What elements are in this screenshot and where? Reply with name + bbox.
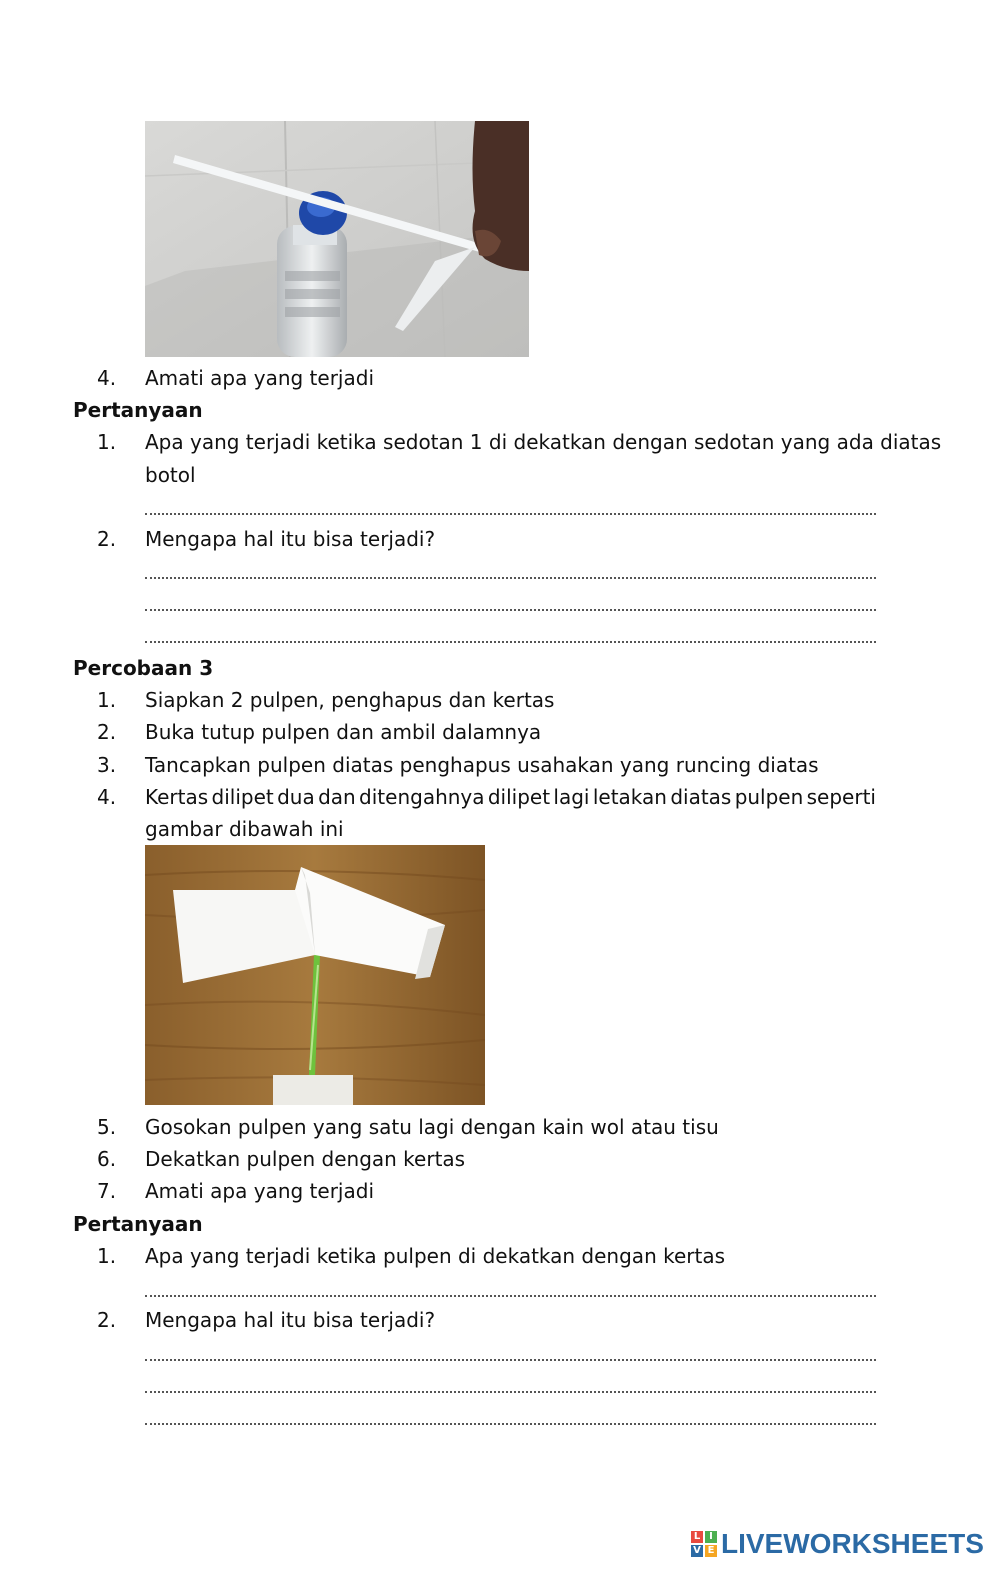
step-text-continued: gambar dibawah ini <box>145 817 344 841</box>
step-text: Amati apa yang terjadi <box>145 1179 374 1203</box>
logo-tiles-icon <box>691 1531 717 1557</box>
step-word: lagi <box>553 785 590 809</box>
step-word: letakan <box>592 785 667 809</box>
question-number: 1. <box>97 1244 117 1268</box>
question-text: Apa yang terjadi ketika pulpen di dekatkan dengan kertas <box>145 1244 726 1268</box>
logo-tile: L <box>691 1531 703 1543</box>
bottle-straw-photo <box>145 121 529 357</box>
answer-line[interactable] <box>145 639 876 643</box>
answer-line[interactable] <box>145 1421 876 1425</box>
section-heading: Pertanyaan <box>73 398 203 422</box>
answer-line[interactable] <box>145 1293 876 1297</box>
step-word: dilipet <box>211 785 274 809</box>
step-number: 4. <box>97 366 117 390</box>
step-word: dan <box>318 785 356 809</box>
step-word: dua <box>277 785 315 809</box>
step-number: 2. <box>97 720 117 744</box>
step-word: ditengahnya <box>359 785 485 809</box>
step-number: 5. <box>97 1115 117 1139</box>
answer-line[interactable] <box>145 575 876 579</box>
step-number: 7. <box>97 1179 117 1203</box>
answer-line[interactable] <box>145 1357 876 1361</box>
paper-on-pen-photo <box>145 845 485 1105</box>
step-word: Kertas <box>145 785 209 809</box>
logo-tile: I <box>705 1531 717 1543</box>
answer-line[interactable] <box>145 1389 876 1393</box>
question-text: Mengapa hal itu bisa terjadi? <box>145 527 436 551</box>
step-word: dilipet <box>487 785 551 809</box>
step-word: pulpen <box>734 785 804 809</box>
step-word: seperti <box>806 785 876 809</box>
step-number: 1. <box>97 688 117 712</box>
logo-tile: V <box>691 1545 703 1557</box>
step-number: 4. <box>97 785 117 809</box>
question-number: 2. <box>97 527 117 551</box>
liveworksheets-logo <box>691 1528 984 1560</box>
question-text: Apa yang terjadi ketika sedotan 1 di dekatkan dengan sedotan yang ada diatas <box>145 430 942 454</box>
section-heading: Pertanyaan <box>73 1212 203 1236</box>
step-word: diatas <box>670 785 732 809</box>
logo-tile: E <box>705 1545 717 1557</box>
step-text: Buka tutup pulpen dan ambil dalamnya <box>145 720 542 744</box>
section-heading: Percobaan 3 <box>73 656 214 680</box>
logo-text: LIVEWORKSHEETS <box>721 1528 984 1559</box>
step-text: Dekatkan pulpen dengan kertas <box>145 1147 466 1171</box>
answer-line[interactable] <box>145 607 876 611</box>
step-text: Siapkan 2 pulpen, penghapus dan kertas <box>145 688 555 712</box>
question-number: 2. <box>97 1308 117 1332</box>
question-text: Mengapa hal itu bisa terjadi? <box>145 1308 436 1332</box>
question-number: 1. <box>97 430 117 454</box>
step-text-justified <box>145 785 876 809</box>
step-number: 3. <box>97 753 117 777</box>
question-text-continued: botol <box>145 463 196 487</box>
step-text: Amati apa yang terjadi <box>145 366 374 390</box>
step-text: Gosokan pulpen yang satu lagi dengan kain wol atau tisu <box>145 1115 719 1139</box>
step-number: 6. <box>97 1147 117 1171</box>
step-text: Tancapkan pulpen diatas penghapus usahakan yang runcing diatas <box>145 753 819 777</box>
answer-line[interactable] <box>145 511 876 515</box>
